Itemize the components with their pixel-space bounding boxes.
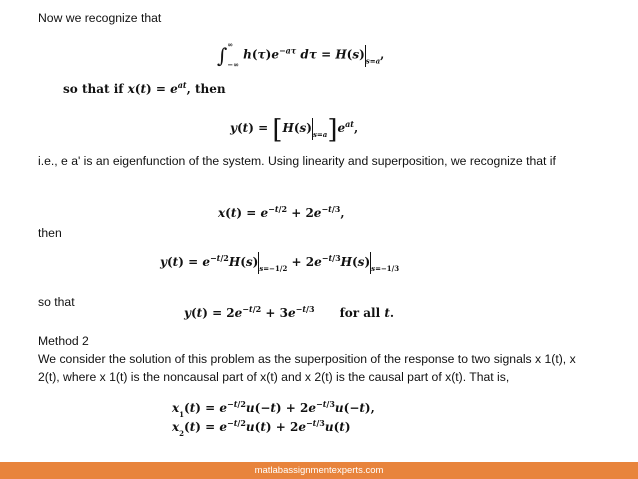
equation-y-then: $y(t) = e^{-t/2}H(s)_{s=-1/2} + 2e^{-t/3}H(s)_{s=-1/3}$ (160, 253, 400, 273)
text-line-then: then (38, 226, 62, 240)
method-heading: Method 2 (38, 334, 89, 348)
text-line-1: Now we recognize that (38, 11, 162, 25)
text-line-2: i.e., e a' is an eigenfunction of the system. Using linearity and superposition, we recognize that if (38, 154, 556, 168)
equation-x2: $x_2(t) = e^{-t/2}u(t) + 2e^{-t/3}u(t)$ (172, 418, 351, 438)
footer-website: matlabassignmentexperts.com (254, 465, 384, 476)
equation-integral: ∫∞ $-\infty h(\tau)e^{-a\tau}$ $d\tau = H(s)_{s=a}$, (217, 40, 385, 69)
paragraph-line-1: We consider the solution of this problem as the superposition of the response to two signals x 1(t), x (38, 352, 576, 366)
equation-so-that-if: so that if $x(t) = e^{at}$, then (63, 80, 226, 96)
footer-bar (0, 462, 638, 479)
equation-y-of-t: $y(t) = [H(s)_{s=a}]e^{at}$, (230, 115, 359, 145)
text-line-so-that: so that (38, 295, 75, 309)
equation-y-so-that: $y(t) = 2e^{-t/2} + 3e^{-t/3}$ for all t. (184, 304, 395, 320)
paragraph-line-2: 2(t), where x 1(t) is the noncausal part of x(t) and x 2(t) is the causal part of x(t). That is, (38, 370, 510, 384)
equation-x-of-t: $x(t) = e^{-t/2} + 2e^{-t/3}$, (218, 204, 345, 220)
equation-x1: $x_1(t) = e^{-t/2}u(-t) + 2e^{-t/3}u(-t)$, (172, 399, 375, 419)
